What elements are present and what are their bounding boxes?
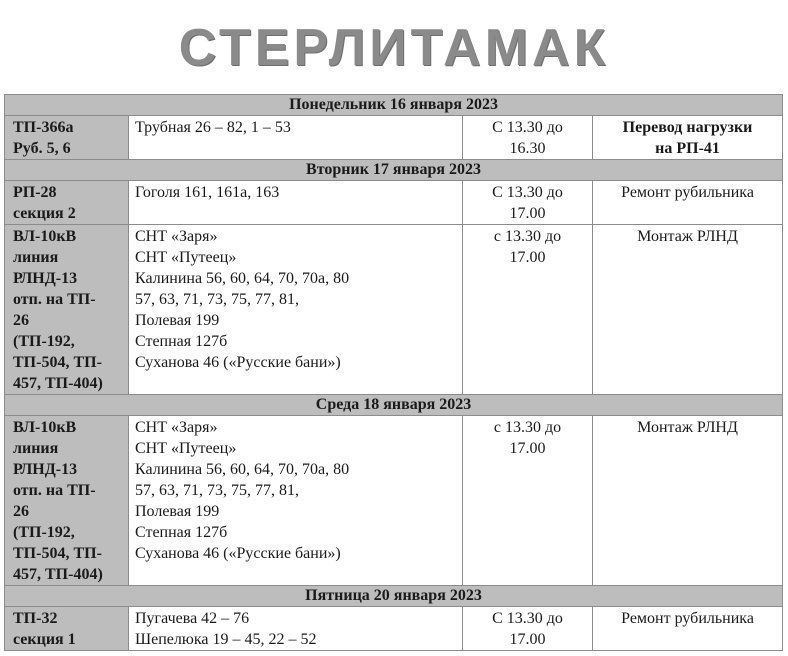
table-row: [5, 607, 783, 651]
time-cell-line: С 13.30 до: [492, 184, 563, 201]
equipment-cell-line: Руб. 5, 6: [13, 140, 71, 157]
addresses-cell-line: Калинина 56, 60, 64, 70, 70а, 80: [135, 270, 350, 287]
addresses-cell-line: СНТ «Заря»: [135, 228, 218, 245]
equipment-cell-line: (ТП-192,: [13, 333, 75, 350]
day-header-row: [5, 160, 783, 181]
equipment-cell-line: секция 2: [13, 205, 76, 222]
day-header: Пятница 20 января 2023: [5, 586, 783, 607]
addresses-cell-line: 57, 63, 71, 73, 75, 77, 81,: [135, 482, 299, 499]
work-cell: [593, 416, 783, 586]
equipment-cell-line: линия: [13, 249, 59, 266]
work-cell: [593, 607, 783, 651]
addresses-cell-line: Гоголя 161, 161а, 163: [135, 184, 280, 201]
addresses-cell-line: Полевая 199: [135, 503, 220, 520]
work-cell-line: Монтаж РЛНД: [637, 228, 738, 245]
day-header: Вторник 17 января 2023: [5, 160, 783, 181]
time-cell: [463, 416, 593, 586]
table-row: [5, 181, 783, 225]
addresses-cell-line: Степная 127б: [135, 333, 228, 350]
addresses-cell-line: Полевая 199: [135, 312, 220, 329]
addresses-cell-line: Суханова 46 («Русские бани»): [135, 545, 341, 562]
work-cell: [593, 225, 783, 395]
table-row: [5, 416, 783, 586]
equipment-cell-line: РЛНД-13: [13, 270, 78, 287]
equipment-cell-line: ВЛ-10кВ: [13, 228, 77, 245]
addresses-cell: [129, 416, 463, 586]
addresses-cell-line: Суханова 46 («Русские бани»): [135, 354, 341, 371]
day-header: Понедельник 16 января 2023: [5, 95, 783, 116]
day-header: Среда 18 января 2023: [5, 395, 783, 416]
addresses-cell-line: Калинина 56, 60, 64, 70, 70а, 80: [135, 461, 350, 478]
work-cell-line: Ремонт рубильника: [621, 184, 754, 201]
equipment-cell-line: РП-28: [13, 184, 57, 201]
equipment-cell-line: 26: [13, 312, 29, 329]
table-row: [5, 116, 783, 160]
time-cell-line: 17.00: [509, 249, 546, 266]
equipment-cell: [5, 225, 129, 395]
equipment-cell-line: линия: [13, 440, 59, 457]
equipment-cell: [5, 116, 129, 160]
equipment-cell-line: секция 1: [13, 631, 76, 648]
day-header-row: [5, 395, 783, 416]
outage-schedule-table: [4, 94, 783, 651]
equipment-cell-line: отп. на ТП-: [13, 482, 96, 499]
time-cell-line: 17.00: [509, 440, 546, 457]
equipment-cell-line: 457, ТП-404): [13, 375, 103, 392]
addresses-cell-line: Степная 127б: [135, 524, 228, 541]
time-cell: [463, 181, 593, 225]
time-cell: [463, 116, 593, 160]
equipment-cell: [5, 607, 129, 651]
addresses-cell: [129, 225, 463, 395]
work-cell-line: Монтаж РЛНД: [637, 419, 738, 436]
equipment-cell-line: 457, ТП-404): [13, 566, 103, 583]
time-cell-line: 17.00: [509, 205, 546, 222]
equipment-cell-line: 26: [13, 503, 29, 520]
equipment-cell-line: РЛНД-13: [13, 461, 78, 478]
equipment-cell-line: ВЛ-10кВ: [13, 419, 77, 436]
equipment-cell: [5, 181, 129, 225]
equipment-cell-line: ТП-504, ТП-: [13, 545, 102, 562]
work-cell: [593, 116, 783, 160]
addresses-cell-line: Пугачева 42 – 76: [135, 610, 250, 627]
addresses-cell-line: СНТ «Заря»: [135, 419, 218, 436]
time-cell: [463, 607, 593, 651]
equipment-cell-line: отп. на ТП-: [13, 291, 96, 308]
equipment-cell-line: ТП-32: [13, 610, 58, 627]
day-header-row: [5, 95, 783, 116]
work-cell-line: Ремонт рубильника: [621, 610, 754, 627]
time-cell-line: С 13.30 до: [492, 610, 563, 627]
time-cell: [463, 225, 593, 395]
equipment-cell: [5, 416, 129, 586]
work-cell-line: Перевод нагрузки: [622, 119, 753, 136]
page-title: СТЕРЛИТАМАК: [178, 19, 610, 77]
time-cell-line: с 13.30 до: [493, 228, 562, 245]
addresses-cell-line: 57, 63, 71, 73, 75, 77, 81,: [135, 291, 299, 308]
time-cell-line: С 13.30 до: [492, 119, 563, 136]
time-cell-line: 16.30: [509, 140, 546, 157]
addresses-cell: [129, 607, 463, 651]
equipment-cell-line: ТП-504, ТП-: [13, 354, 102, 371]
table-row: [5, 225, 783, 395]
equipment-cell-line: (ТП-192,: [13, 524, 75, 541]
addresses-cell-line: Трубная 26 – 82, 1 – 53: [135, 119, 291, 136]
addresses-cell: [129, 181, 463, 225]
day-header-row: [5, 586, 783, 607]
time-cell-line: 17.00: [509, 631, 546, 648]
work-cell-line: на РП-41: [655, 140, 720, 157]
addresses-cell-line: Шепелюка 19 – 45, 22 – 52: [135, 631, 317, 648]
equipment-cell-line: ТП-366а: [13, 119, 74, 136]
work-cell: [593, 181, 783, 225]
addresses-cell: [129, 116, 463, 160]
addresses-cell-line: СНТ «Путеец»: [135, 249, 237, 266]
schedule-body: [5, 95, 783, 651]
time-cell-line: с 13.30 до: [493, 419, 562, 436]
addresses-cell-line: СНТ «Путеец»: [135, 440, 237, 457]
